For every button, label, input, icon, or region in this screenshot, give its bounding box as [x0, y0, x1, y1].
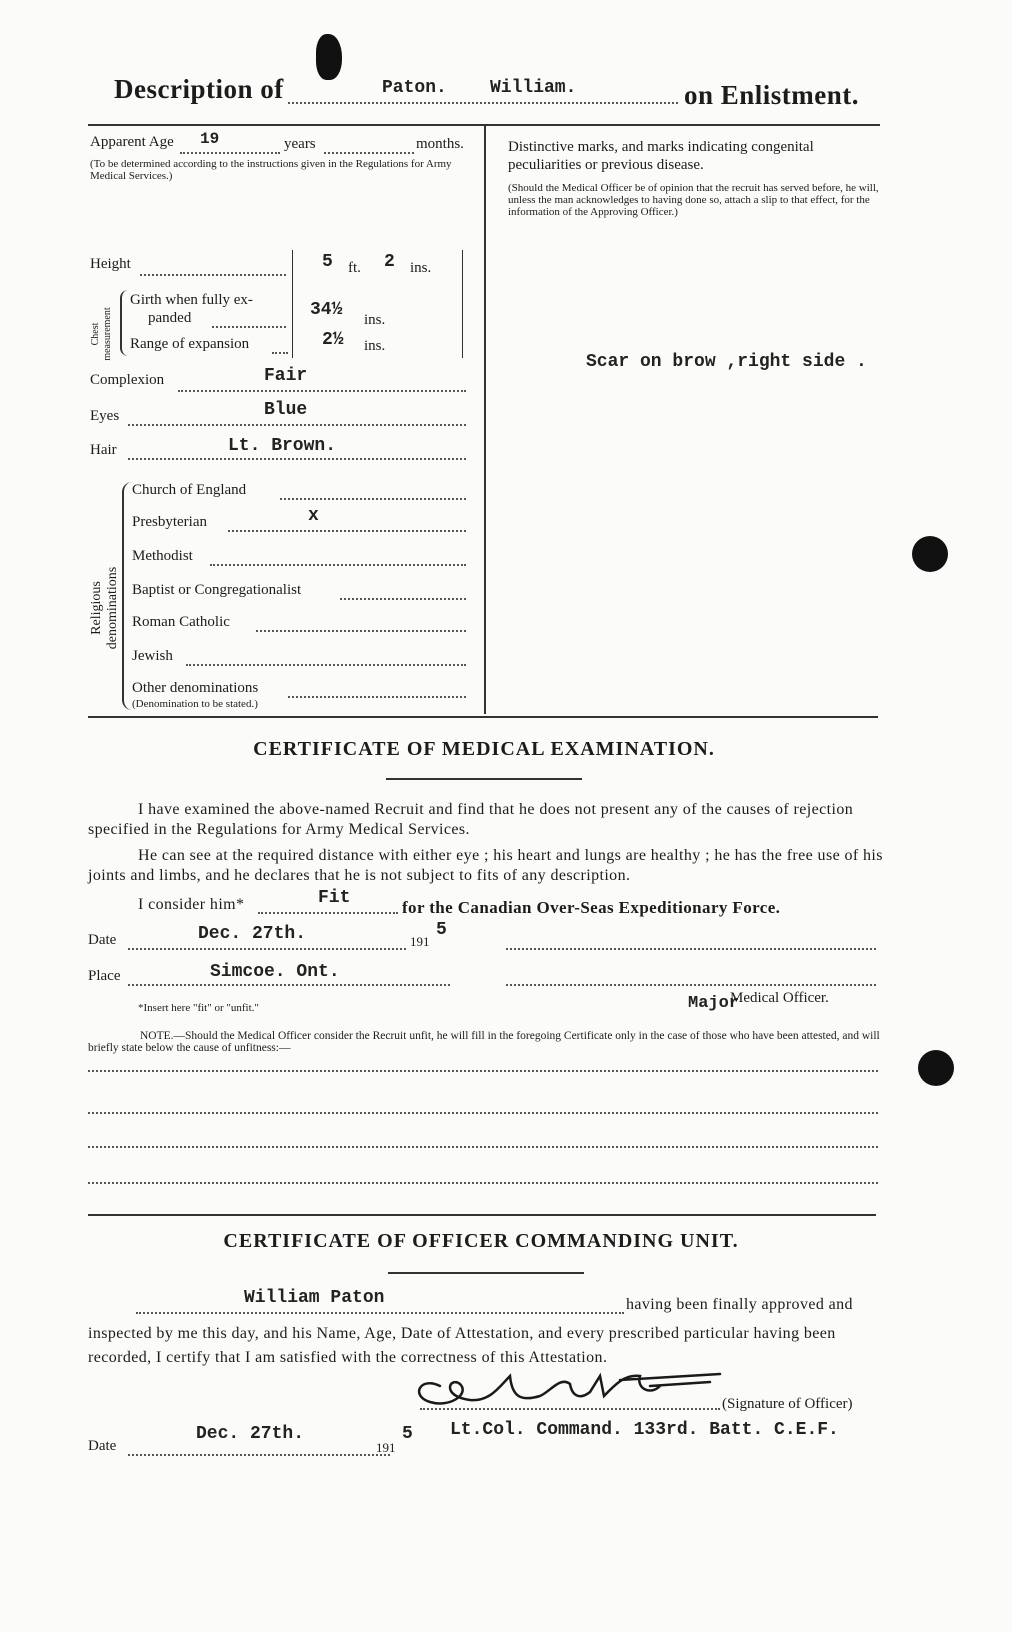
girth-ins-label: ins. [364, 312, 386, 328]
hair-dotted-line [128, 458, 466, 460]
years-dotted-line [324, 152, 414, 154]
for-force-label: for the Canadian Over-Seas Expeditionary Force. [402, 898, 781, 917]
range-dotted-line [272, 352, 288, 354]
eyes-value: Blue [264, 400, 308, 420]
medical-officer-label: Medical Officer. [730, 990, 829, 1006]
height-in-value: 2 [384, 252, 395, 272]
commanding-date-value: Dec. 27th. [196, 1424, 305, 1444]
girth-label-1: Girth when fully ex- [130, 292, 253, 308]
eyes-dotted-line [128, 424, 466, 426]
value-column-right-rule [462, 250, 463, 358]
medical-date-value: Dec. 27th. [198, 924, 307, 944]
height-ft-value: 5 [322, 252, 333, 272]
range-value: 2½ [322, 330, 344, 350]
range-ins-label: ins. [364, 338, 386, 354]
marks-heading: Distinctive marks, and marks indicating congenital peculiarities or previous disease. [508, 139, 814, 173]
denomination-note: (Denomination to be stated.) [132, 698, 258, 710]
unfitness-note: NOTE.—Should the Medical Officer consider the Recruit unfit, he will fill in the foregoing Certificate only in the case of those who have been attested, and will briefly state below the cause of unfitness:— [88, 1030, 880, 1054]
ft-label: ft. [348, 260, 361, 276]
place-dotted-line [128, 984, 450, 986]
signature-label: (Signature of Officer) [722, 1396, 853, 1412]
marks-value: Scar on brow ,right side . [586, 352, 867, 372]
years-label: years [284, 136, 316, 152]
commanding-date-dotted-line [128, 1454, 390, 1456]
signature-dotted-line [420, 1408, 720, 1410]
age-note: (To be determined according to the instructions given in the Regulations for Army Medical Services.) [90, 158, 452, 182]
header-surname: Paton. [382, 78, 447, 98]
religion-roman-catholic: Roman Catholic [132, 614, 230, 630]
place-label: Place [88, 968, 121, 984]
medical-para2: He can see at the required distance with either eye ; his heart and lungs are healthy ; he has the free use of his joints and limbs, and he declares that he is not subject to fits of any description. [88, 847, 883, 884]
officer-signature [400, 1356, 730, 1416]
medical-officer-dotted-line [506, 984, 876, 986]
approved-label: having been finally approved and [626, 1296, 853, 1313]
religion-baptist-congregationalist: Baptist or Congregationalist [132, 582, 302, 598]
months-label: months. [416, 136, 464, 152]
medical-rank: Major [688, 994, 740, 1013]
medical-year-prefix: 191 [410, 934, 430, 949]
hair-value: Lt. Brown. [228, 436, 337, 456]
consider-dotted-line [258, 912, 398, 914]
place-value: Simcoe. Ont. [210, 962, 340, 982]
religion-dotted-line [288, 696, 466, 698]
punch-hole [912, 536, 948, 572]
section-rule [88, 1214, 876, 1216]
religion-jewish: Jewish [132, 648, 173, 664]
medical-title-rule [386, 778, 582, 780]
medical-title: CERTIFICATE OF MEDICAL EXAMINATION. [253, 738, 715, 760]
commanding-name-value: William Paton [244, 1288, 385, 1308]
medical-para1: I have examined the above-named Recruit and find that he does not present any of the causes of rejection specified in the Regulations for Army Medical Services. [88, 801, 854, 838]
medical-date-label: Date [88, 932, 117, 948]
unfitness-line [88, 1112, 878, 1114]
religion-brace [122, 482, 132, 710]
commanding-date-label: Date [88, 1438, 117, 1454]
medical-signature-dotted-line [506, 948, 876, 950]
header-prefix: Description of [114, 74, 284, 104]
hair-label: Hair [90, 442, 117, 458]
consider-value: Fit [318, 888, 351, 908]
religion-church-of-england: Church of England [132, 482, 247, 498]
religion-group-label: Religious denominations [89, 566, 120, 650]
religion-dotted-line [210, 564, 466, 566]
insert-note: *Insert here "fit" or "unfit." [138, 1002, 259, 1014]
unfitness-line [88, 1070, 878, 1072]
eyes-label: Eyes [90, 408, 120, 424]
header-given-name: William. [490, 78, 577, 98]
religion-dotted-line [186, 664, 466, 666]
column-divider [484, 126, 486, 714]
commanding-officer-title: Lt.Col. Command. 133rd. Batt. C.E.F. [450, 1420, 839, 1440]
complexion-dotted-line [178, 390, 466, 392]
religion-dotted-line [340, 598, 466, 600]
commanding-para: inspected by me this day, and his Name, Age, Date of Attestation, and every prescribed particular having been recorded, I certify that I am satisfied with the correctness of this Attestation. [88, 1325, 836, 1366]
value-column-left-rule [292, 250, 293, 358]
commanding-year-prefix: 191 [376, 1440, 396, 1455]
medical-date-dotted-line [128, 948, 406, 950]
height-dotted-line [140, 274, 286, 276]
chest-group-label: Chest measurement [90, 307, 113, 361]
medical-year-digit: 5 [436, 920, 447, 940]
header-dotted-line [288, 102, 678, 104]
unfitness-line [88, 1182, 878, 1184]
religion-other: Other denominations [132, 680, 259, 696]
unfitness-line [88, 1146, 878, 1148]
religion-presbyterian: Presbyterian [132, 514, 207, 530]
complexion-value: Fair [264, 366, 308, 386]
commanding-title-rule [388, 1272, 584, 1274]
religion-methodist: Methodist [132, 548, 193, 564]
age-dotted-line [180, 152, 280, 154]
religion-dotted-line [280, 498, 466, 500]
commanding-name-dotted-line [136, 1312, 624, 1314]
section-rule [88, 716, 878, 718]
ink-blot [316, 34, 342, 80]
chest-brace [120, 290, 130, 356]
girth-dotted-line [212, 326, 286, 328]
complexion-label: Complexion [90, 372, 165, 388]
commanding-year-digit: 5 [402, 1424, 413, 1444]
girth-label-2: panded [148, 310, 192, 326]
marks-note: (Should the Medical Officer be of opinion that the recruit has served before, he will, unless the man acknowledges to having done so, attach a slip to that effect, for the information of the Approving Officer.) [508, 182, 879, 218]
header-suffix: on Enlistment. [684, 80, 860, 110]
girth-value: 34½ [310, 300, 343, 320]
range-label: Range of expansion [130, 336, 250, 352]
punch-hole [918, 1050, 954, 1086]
commanding-title: CERTIFICATE OF OFFICER COMMANDING UNIT. [223, 1230, 739, 1252]
consider-label: I consider him* [138, 896, 245, 913]
apparent-age-label: Apparent Age [90, 134, 174, 150]
height-ins-label: ins. [410, 260, 432, 276]
presbyterian-mark: x [308, 506, 319, 526]
religion-dotted-line [228, 530, 466, 532]
height-label: Height [90, 256, 131, 272]
apparent-age-value: 19 [200, 130, 220, 148]
religion-dotted-line [256, 630, 466, 632]
